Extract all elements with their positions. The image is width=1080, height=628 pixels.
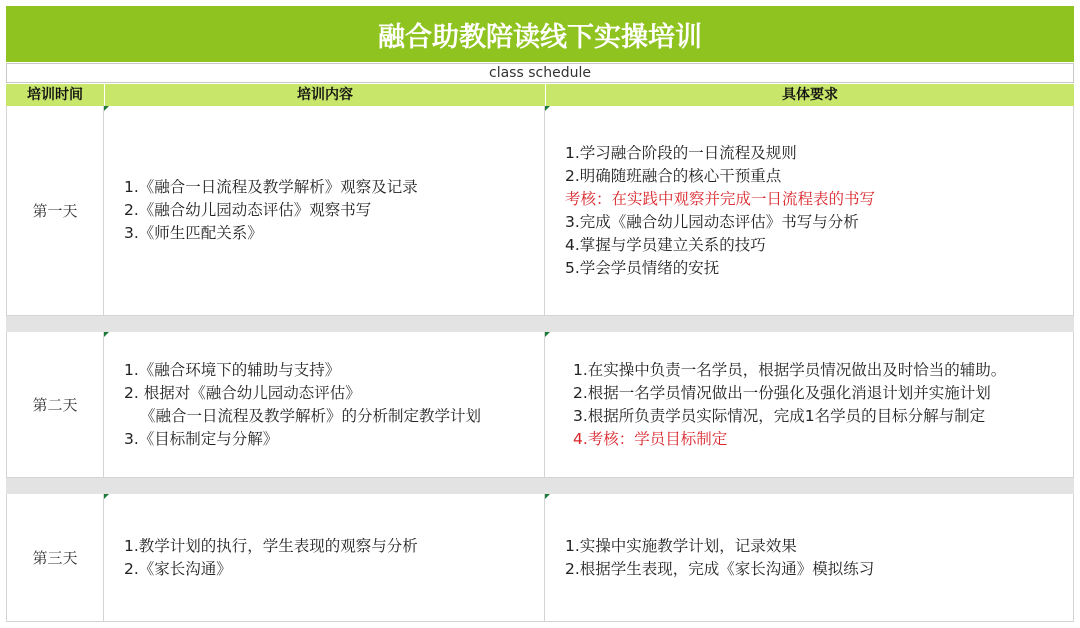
content-line: 《融合一日流程及教学解析》的分析制定教学计划 bbox=[140, 406, 482, 425]
day-cell: 第三天 bbox=[6, 494, 104, 622]
table-row-day2 bbox=[6, 332, 1074, 478]
assessment-line: 4.考核：学员目标制定 bbox=[573, 429, 728, 448]
cell-marker bbox=[545, 494, 550, 499]
content-line: 1.教学计划的执行，学生表现的观察与分析 bbox=[124, 536, 418, 555]
cell-marker bbox=[104, 494, 109, 499]
content-line: 3.《师生匹配关系》 bbox=[124, 224, 263, 242]
content-line: 1.《融合环境下的辅助与支持》 bbox=[124, 360, 341, 379]
subtitle: class schedule bbox=[6, 63, 1074, 83]
header-requirements: 具体要求 bbox=[545, 84, 1074, 106]
content-cell bbox=[104, 106, 545, 316]
cell-marker bbox=[104, 106, 109, 111]
table-header bbox=[6, 84, 1074, 106]
requirement-line: 1.学习融合阶段的一日流程及规则 bbox=[565, 143, 797, 162]
header-content: 培训内容 bbox=[104, 84, 545, 106]
cell-marker bbox=[545, 332, 550, 337]
content-line: 1.《融合一日流程及教学解析》观察及记录 bbox=[124, 178, 418, 196]
requirement-line: 1.实操中实施教学计划，记录效果 bbox=[565, 536, 797, 555]
assessment-line: 考核：在实践中观察并完成一日流程表的书写 bbox=[565, 189, 876, 208]
day-cell: 第一天 bbox=[6, 106, 104, 316]
table-row-day3 bbox=[6, 494, 1074, 622]
requirement-line: 5.学会学员情绪的安抚 bbox=[565, 258, 720, 277]
content-line: 2. 根据对《融合幼儿园动态评估》 bbox=[124, 383, 361, 402]
requirement-line: 4.掌握与学员建立关系的技巧 bbox=[565, 235, 766, 254]
page-title: 融合助教陪读线下实操培训 bbox=[6, 6, 1074, 62]
table-row-day1 bbox=[6, 106, 1074, 316]
day-cell: 第二天 bbox=[6, 332, 104, 478]
content-cell bbox=[104, 332, 545, 478]
content-line: 2.《家长沟通》 bbox=[124, 559, 232, 578]
requirement-line: 1.在实操中负责一名学员，根据学员情况做出及时恰当的辅助。 bbox=[573, 360, 1007, 379]
cell-marker bbox=[104, 332, 109, 337]
requirements-cell bbox=[545, 494, 1074, 622]
requirement-line: 3.根据所负责学员实际情况，完成1名学员的目标分解与制定 bbox=[573, 406, 986, 425]
content-line: 2.《融合幼儿园动态评估》观察书写 bbox=[124, 201, 372, 219]
row-separator bbox=[6, 478, 1074, 494]
content-line: 3.《目标制定与分解》 bbox=[124, 429, 279, 448]
requirements-cell bbox=[545, 332, 1074, 478]
requirement-line: 2.根据学生表现，完成《家长沟通》模拟练习 bbox=[565, 559, 875, 578]
content-cell bbox=[104, 494, 545, 622]
header-time: 培训时间 bbox=[27, 87, 83, 103]
row-separator bbox=[6, 316, 1074, 332]
requirement-line: 2.明确随班融合的核心干预重点 bbox=[565, 166, 782, 185]
requirement-line: 3.完成《融合幼儿园动态评估》书写与分析 bbox=[565, 212, 859, 231]
requirement-line: 2.根据一名学员情况做出一份强化及强化消退计划并实施计划 bbox=[573, 383, 991, 402]
cell-marker bbox=[545, 106, 550, 111]
requirements-cell bbox=[545, 106, 1074, 316]
